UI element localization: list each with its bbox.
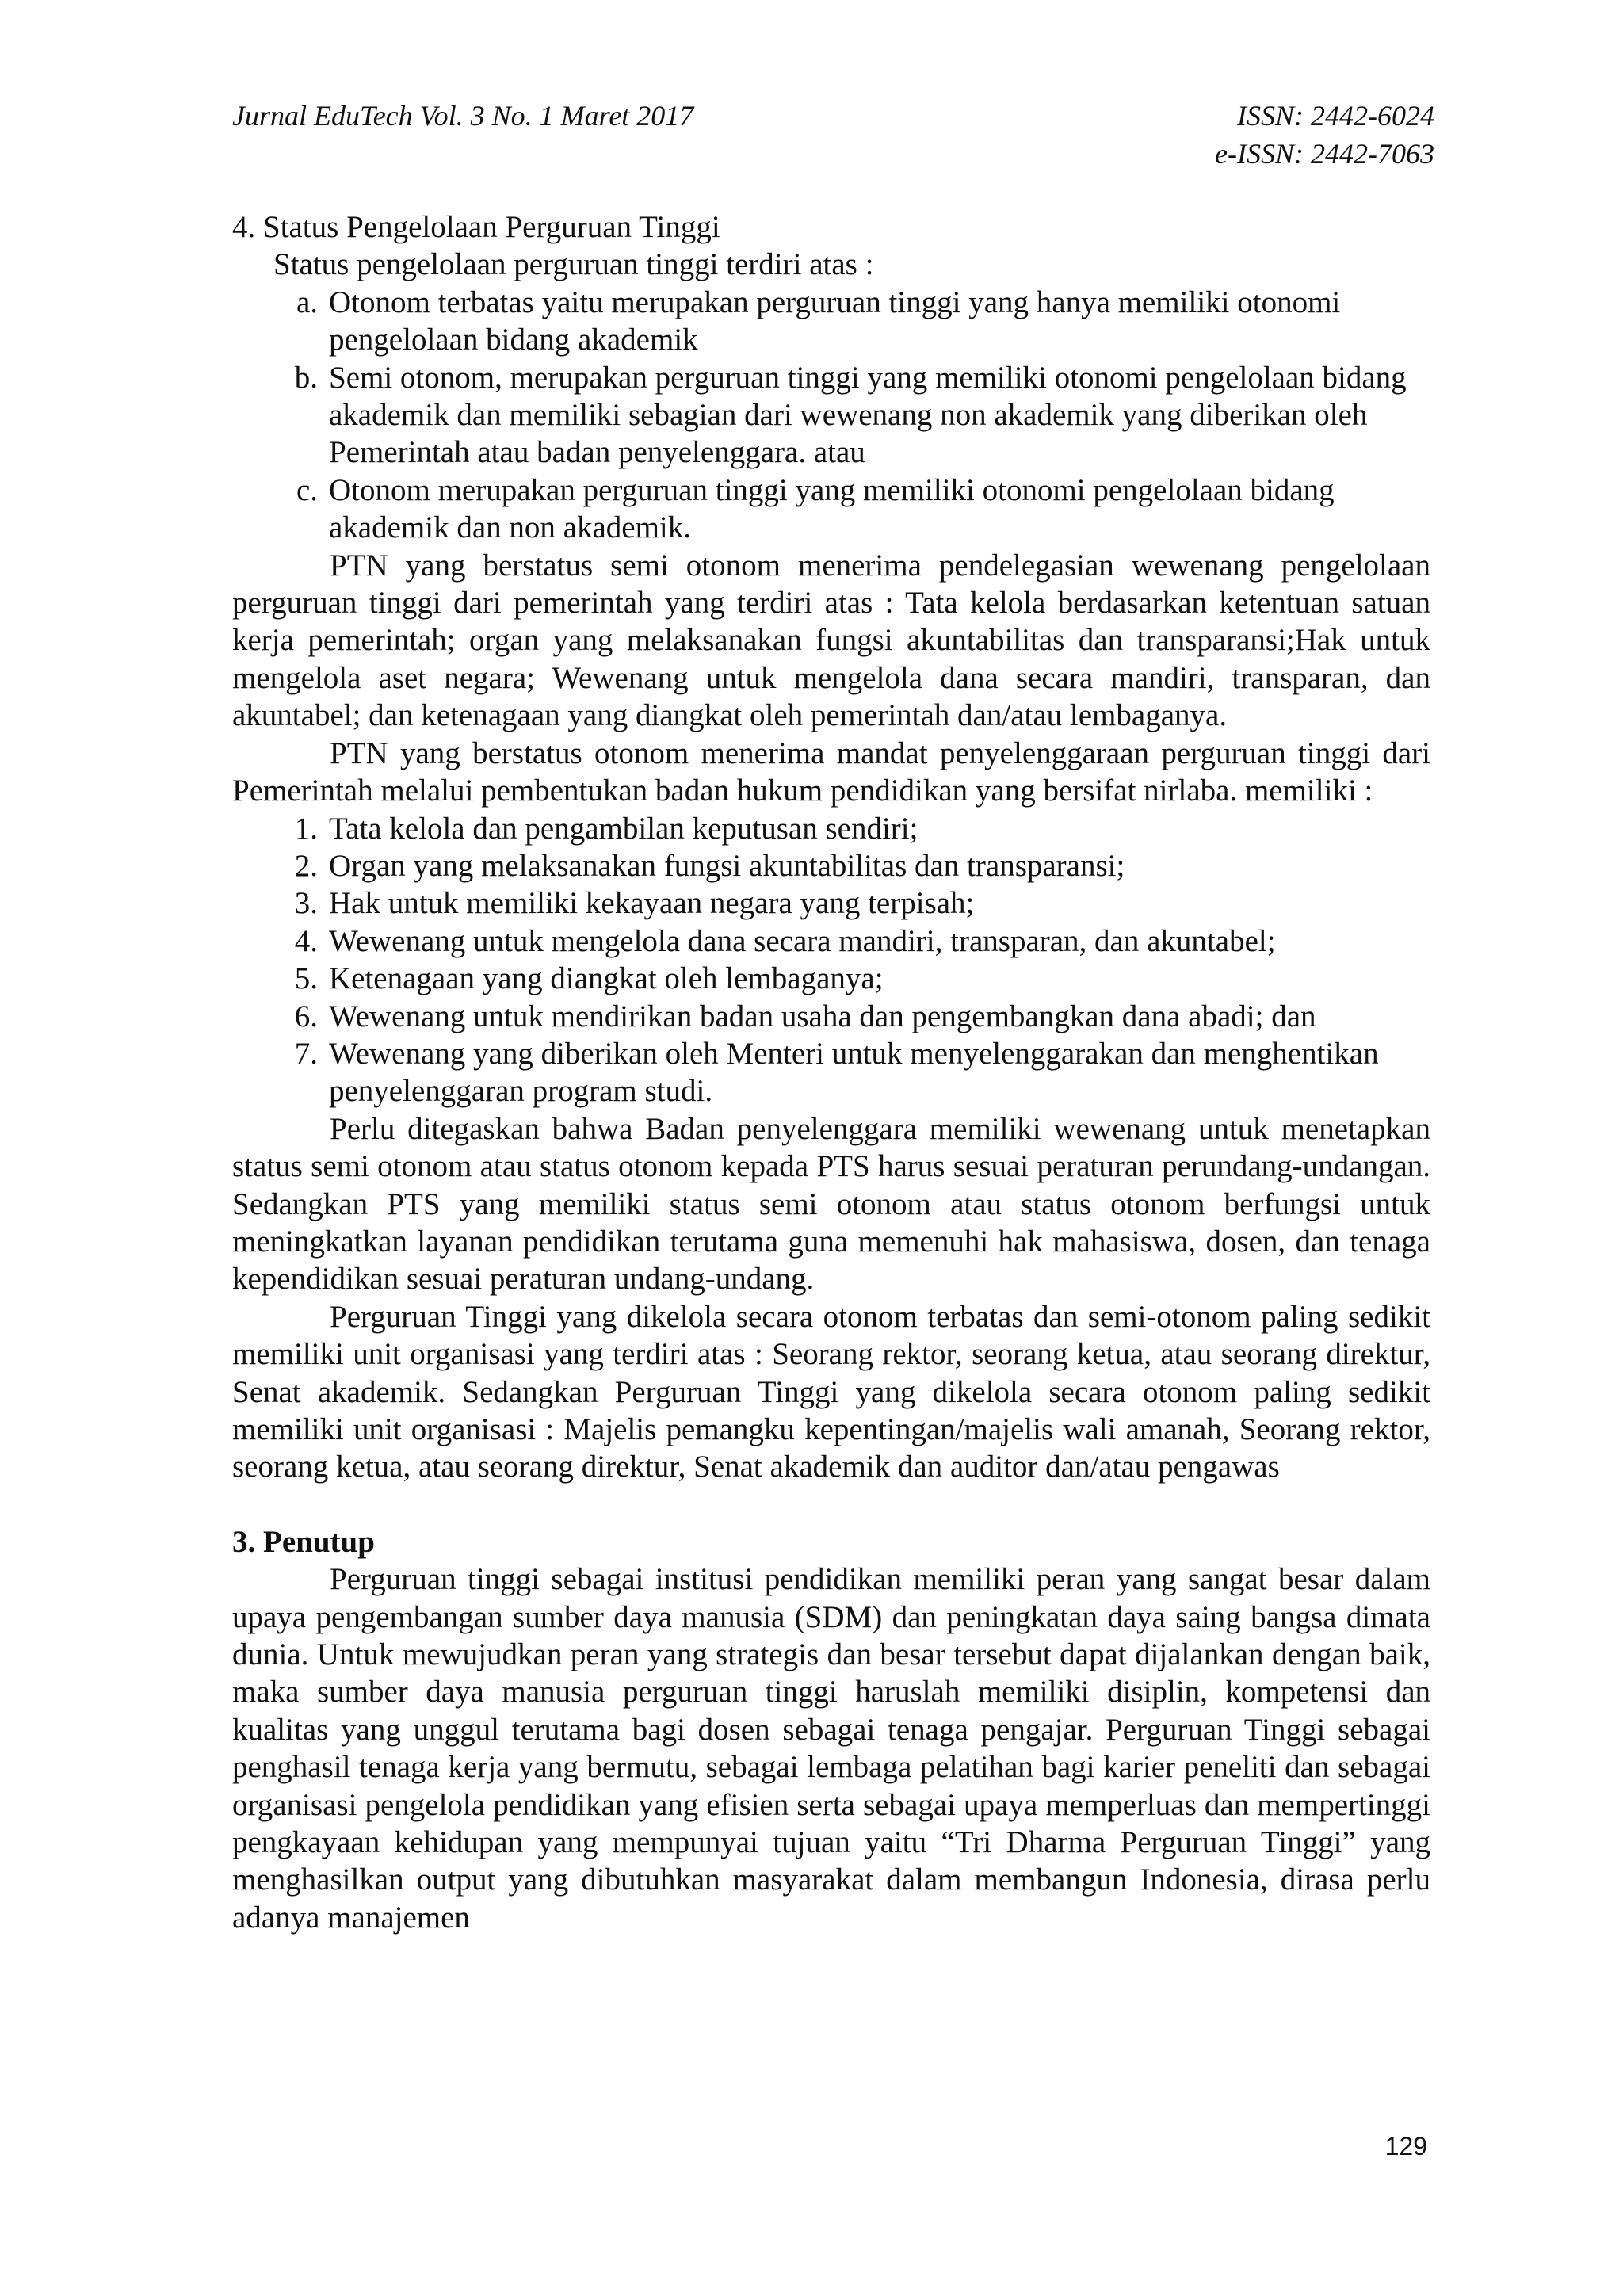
- list-item-text: Organ yang melaksanakan fungsi akuntabilitas dan transparansi;: [329, 848, 1125, 883]
- section-title: 3. Penutup: [232, 1524, 375, 1559]
- issn-header: [1215, 97, 1434, 173]
- numbered-item: [232, 998, 1430, 1035]
- paragraph: Perguruan tinggi sebagai institusi pendidikan memiliki peran yang sangat besar dalam upaya pengembangan sumber daya manusia (SDM) dan peningkatan daya saing bangsa dimata dunia. Untuk mewujudkan peran yang strategis dan besar tersebut dapat dijalankan dengan baik, maka sumber daya manusia perguruan tinggi haruslah memiliki disiplin, kompetensi dan kualitas yang unggul terutama bagi dosen sebagai tenaga pengajar. Perguruan Tinggi sebagai penghasil tenaga kerja yang bermutu, sebagai lembaga pelatihan bagi karier peneliti dan sebagai organisasi pengelola pendidikan yang efisien serta sebagai upaya memperluas dan mempertinggi pengkayaan kehidupan yang mempunyai tujuan yaitu “Tri Dharma Perguruan Tinggi” yang menghasilkan output yang dibutuhkan masyarakat dalam membangun Indonesia, dirasa perlu adanya manajemen: [232, 1562, 1430, 1935]
- list-marker: 4.: [294, 923, 318, 958]
- list-item-text: Semi otonom, merupakan perguruan tinggi yang memiliki otonomi pengelolaan bidang akademik dan memiliki sebagian dari wewenang non akademik yang diberikan oleh Pemerintah atau badan penyelenggara. atau: [329, 360, 1407, 470]
- list-marker: a.: [296, 285, 318, 319]
- list-item: [232, 359, 1430, 472]
- list-item-text: Hak untuk memiliki kekayaan negara yang terpisah;: [329, 886, 975, 921]
- eissn: e-ISSN: 2442-7063: [1215, 138, 1434, 170]
- list-marker: 3.: [294, 886, 318, 921]
- paragraph: Perguruan Tinggi yang dikelola secara otonom terbatas dan semi-otonom paling sedikit memiliki unit organisasi yang terdiri atas : Seorang rektor, seorang ketua, atau seorang direktur, Senat akademik. Sedangkan Perguruan Tinggi yang dikelola secara otonom paling sedikit memiliki unit organisasi : Majelis pemangku kepentingan/majelis wali amanah, Seorang rektor, seorang ketua, atau seorang direktur, Senat akademik dan auditor dan/atau pengawas: [232, 1299, 1430, 1484]
- list-item-text: Otonom merupakan perguruan tinggi yang memiliki otonomi pengelolaan bidang akademik dan non akademik.: [329, 472, 1335, 545]
- page-number: 129: [1384, 2132, 1427, 2160]
- main-text: [232, 208, 1430, 1936]
- paragraph: PTN yang berstatus semi otonom menerima pendelegasian wewenang pengelolaan perguruan tinggi dari pemerintah yang terdiri atas : Tata kelola berdasarkan ketentuan satuan kerja pemerintah; organ yang melaksanakan fungsi akuntabilitas dan transparansi;Hak untuk mengelola aset negara; Wewenang untuk mengelola dana secara mandiri, transparan, dan akuntabel; dan ketenagaan yang diangkat oleh pemerintah dan/atau lembaganya.: [232, 548, 1430, 733]
- numbered-item: [232, 923, 1430, 960]
- issn: ISSN: 2442-6024: [1237, 100, 1434, 132]
- numbered-item: [232, 884, 1430, 922]
- list-marker: 6.: [294, 999, 318, 1033]
- list-item-text: Ketenagaan yang diangkat oleh lembaganya;: [329, 961, 884, 996]
- list-item: [232, 472, 1430, 547]
- journal-header: Jurnal EduTech Vol. 3 No. 1 Maret 2017: [232, 100, 694, 132]
- list-item-text: Wewenang yang diberikan oleh Menteri untuk menyelenggarakan dan menghentikan penyelenggaran program studi.: [329, 1036, 1379, 1109]
- list-item-text: Otonom terbatas yaitu merupakan perguruan tinggi yang hanya memiliki otonomi pengelolaan bidang akademik: [329, 285, 1341, 357]
- numbered-item: [232, 1035, 1430, 1110]
- numbered-item: [232, 960, 1430, 997]
- list-item-text: Wewenang untuk mendirikan badan usaha dan pengembangkan dana abadi; dan: [329, 999, 1316, 1033]
- numbered-item: [232, 810, 1430, 847]
- list-marker: c.: [296, 472, 318, 507]
- subsection-intro: Status pengelolaan perguruan tinggi terdiri atas :: [273, 247, 874, 282]
- list-marker: 5.: [294, 961, 318, 996]
- list-item-text: Tata kelola dan pengambilan keputusan sendiri;: [329, 811, 918, 846]
- subsection-title: 4. Status Pengelolaan Perguruan Tinggi: [232, 210, 720, 244]
- list-item-text: Wewenang untuk mengelola dana secara mandiri, transparan, dan akuntabel;: [329, 923, 1276, 958]
- paragraph: PTN yang berstatus otonom menerima mandat penyelenggaraan perguruan tinggi dari Pemerintah melalui pembentukan badan hukum pendidikan yang bersifat nirlaba. memiliki :: [232, 735, 1430, 808]
- list-marker: 7.: [294, 1036, 318, 1071]
- list-marker: 2.: [294, 848, 318, 883]
- numbered-item: [232, 847, 1430, 884]
- list-marker: b.: [294, 360, 318, 395]
- list-item: [232, 284, 1430, 359]
- paragraph: Perlu ditegaskan bahwa Badan penyelenggara memiliki wewenang untuk menetapkan status semi otonom atau status otonom kepada PTS harus sesuai peraturan perundang-undangan. Sedangkan PTS yang memiliki status semi otonom atau status otonom berfungsi untuk meningkatkan layanan pendidikan terutama guna memenuhi hak mahasiswa, dosen, dan tenaga kependidikan sesuai peraturan undang-undang.: [232, 1111, 1430, 1297]
- list-marker: 1.: [294, 811, 318, 846]
